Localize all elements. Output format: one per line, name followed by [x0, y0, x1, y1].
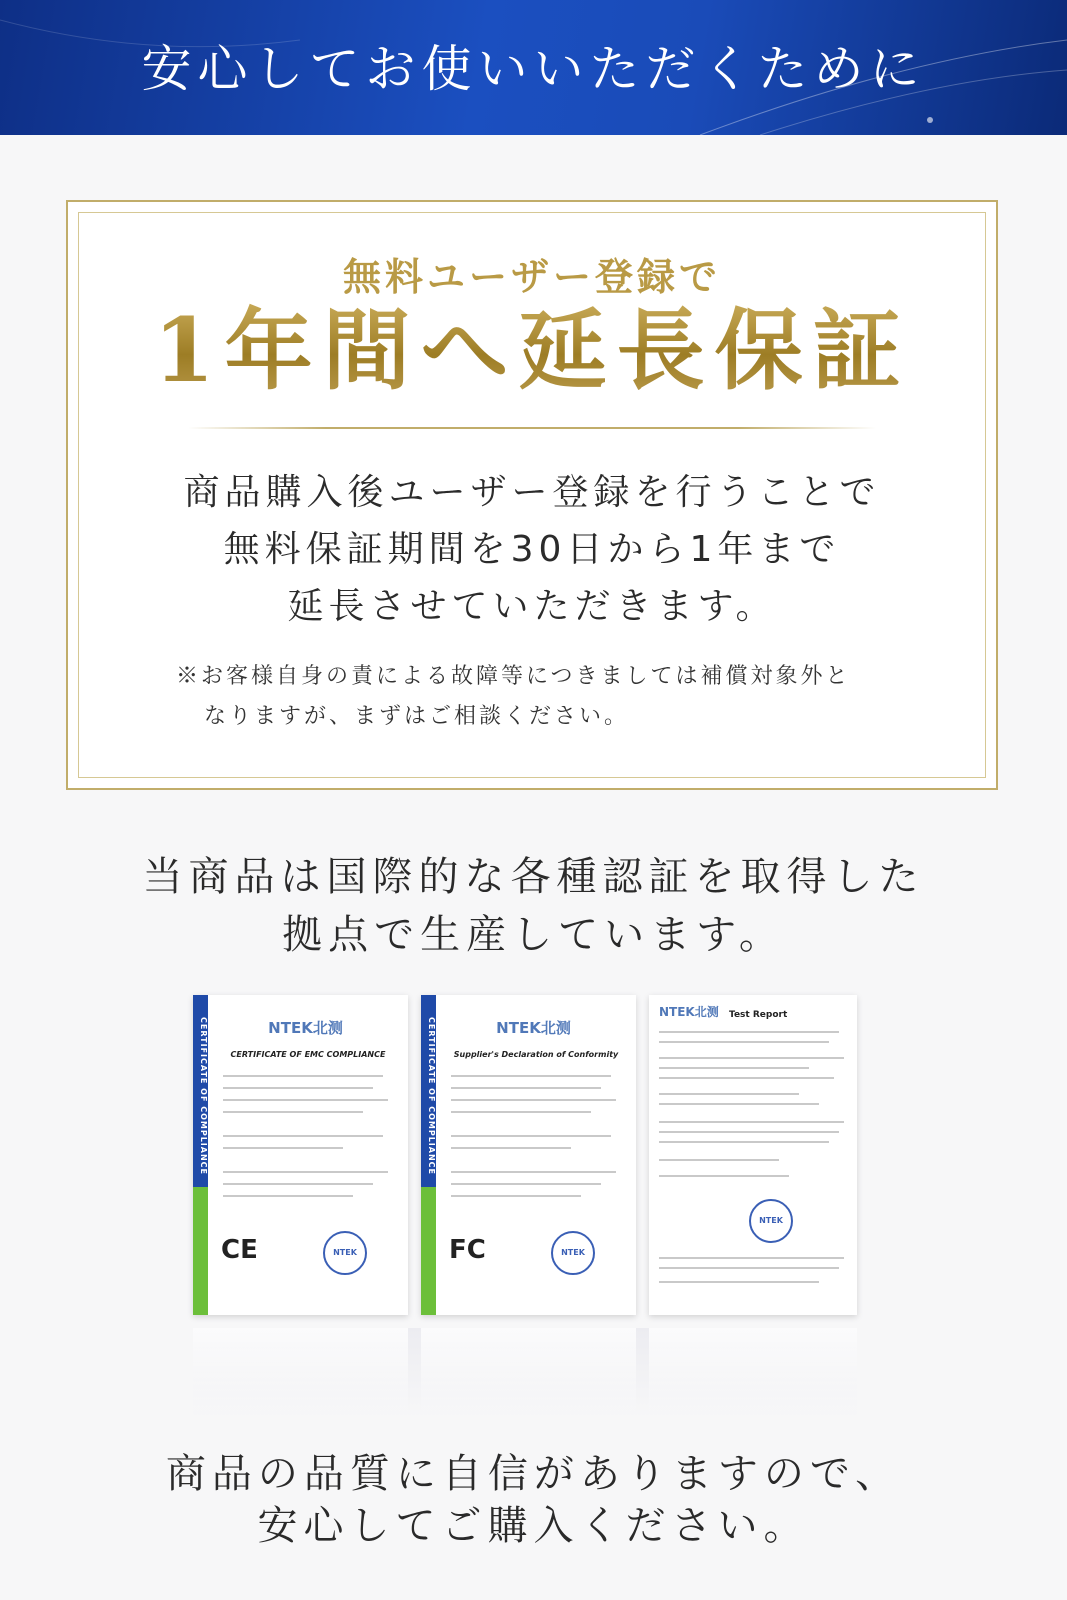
text-line [659, 1159, 779, 1161]
ntek-stamp-icon: NTEK [551, 1231, 595, 1275]
certificate-title: Supplier's Declaration of Conformity [453, 1050, 619, 1059]
ce-mark-icon: CE [221, 1235, 258, 1265]
ntek-stamp-icon: NTEK [323, 1231, 367, 1275]
text-line [659, 1067, 809, 1069]
warranty-box [66, 200, 998, 790]
header-banner [0, 0, 1067, 135]
certificate-emc [193, 995, 408, 1315]
text-line [451, 1111, 591, 1113]
note-line-1: ※お客様自身の責による故障等につきましては補償対象外と [176, 664, 851, 689]
description-line-1: 商品購入後ユーザー登録を行うことで [183, 472, 881, 513]
text-line [659, 1031, 839, 1033]
text-line [659, 1175, 789, 1177]
warranty-headline: 1年間へ延長保証 [68, 300, 996, 400]
text-line [659, 1267, 839, 1269]
text-line [451, 1075, 611, 1077]
certificate-gallery [193, 995, 857, 1325]
certificate-side-label: CERTIFICATE OF COMPLIANCE [427, 1017, 436, 1176]
warranty-description [68, 464, 996, 635]
closing-line-1: 商品の品質に自信がありますので、 [165, 1451, 902, 1497]
text-line [659, 1103, 819, 1105]
text-line [223, 1195, 353, 1197]
warranty-subtitle: 無料ユーザー登録で [342, 254, 721, 299]
text-line [223, 1111, 363, 1113]
text-line [659, 1281, 819, 1283]
certificate-title: Test Report [729, 1010, 788, 1020]
description-line-3: 延長させていただきます。 [287, 586, 777, 627]
text-line [451, 1147, 571, 1149]
text-line [223, 1183, 373, 1185]
ntek-stamp-icon: NTEK [749, 1199, 793, 1243]
certification-line-2: 拠点で生産しています。 [282, 912, 785, 958]
text-line [451, 1171, 616, 1173]
gold-divider [188, 427, 876, 429]
text-line [223, 1075, 383, 1077]
text-line [223, 1147, 343, 1149]
text-line [659, 1121, 844, 1123]
text-line [451, 1087, 601, 1089]
certification-line-1: 当商品は国際的な各種認証を取得した [142, 854, 925, 900]
page-title: 安心してお使いいただくために [141, 40, 926, 98]
closing-text [0, 1448, 1067, 1552]
text-line [223, 1087, 373, 1089]
text-line [659, 1257, 844, 1259]
reflection-panel [193, 1328, 408, 1418]
certificate-fcc [421, 995, 636, 1315]
text-line [659, 1041, 829, 1043]
text-line [451, 1099, 616, 1101]
warranty-note [176, 657, 896, 737]
certificate-reflection [193, 1328, 857, 1418]
text-line [451, 1183, 601, 1185]
text-line [223, 1099, 388, 1101]
ntek-logo: NTEK北测 [268, 1019, 343, 1037]
reflection-panel [421, 1328, 636, 1418]
certificate-test-report [649, 995, 857, 1315]
text-line [451, 1195, 581, 1197]
description-line-2: 無料保証期間を30日から1年まで [223, 529, 841, 570]
text-line [659, 1141, 829, 1143]
text-line [223, 1135, 383, 1137]
text-line [451, 1135, 611, 1137]
text-line [659, 1093, 799, 1095]
certificate-title: CERTIFICATE OF EMC COMPLIANCE [230, 1050, 386, 1059]
note-line-2: なりますが、まずはご相談ください。 [204, 704, 630, 729]
certification-text [0, 848, 1067, 964]
fcc-mark-icon: FC [449, 1235, 486, 1265]
text-line [223, 1171, 388, 1173]
certificate-side-label: CERTIFICATE OF COMPLIANCE [199, 1017, 208, 1176]
ntek-logo: NTEK北测 [659, 1005, 719, 1019]
closing-line-2: 安心してご購入ください。 [257, 1503, 810, 1549]
text-line [659, 1057, 844, 1059]
reflection-panel [649, 1328, 857, 1418]
ntek-logo: NTEK北测 [496, 1019, 571, 1037]
text-line [659, 1131, 839, 1133]
text-line [659, 1077, 834, 1079]
